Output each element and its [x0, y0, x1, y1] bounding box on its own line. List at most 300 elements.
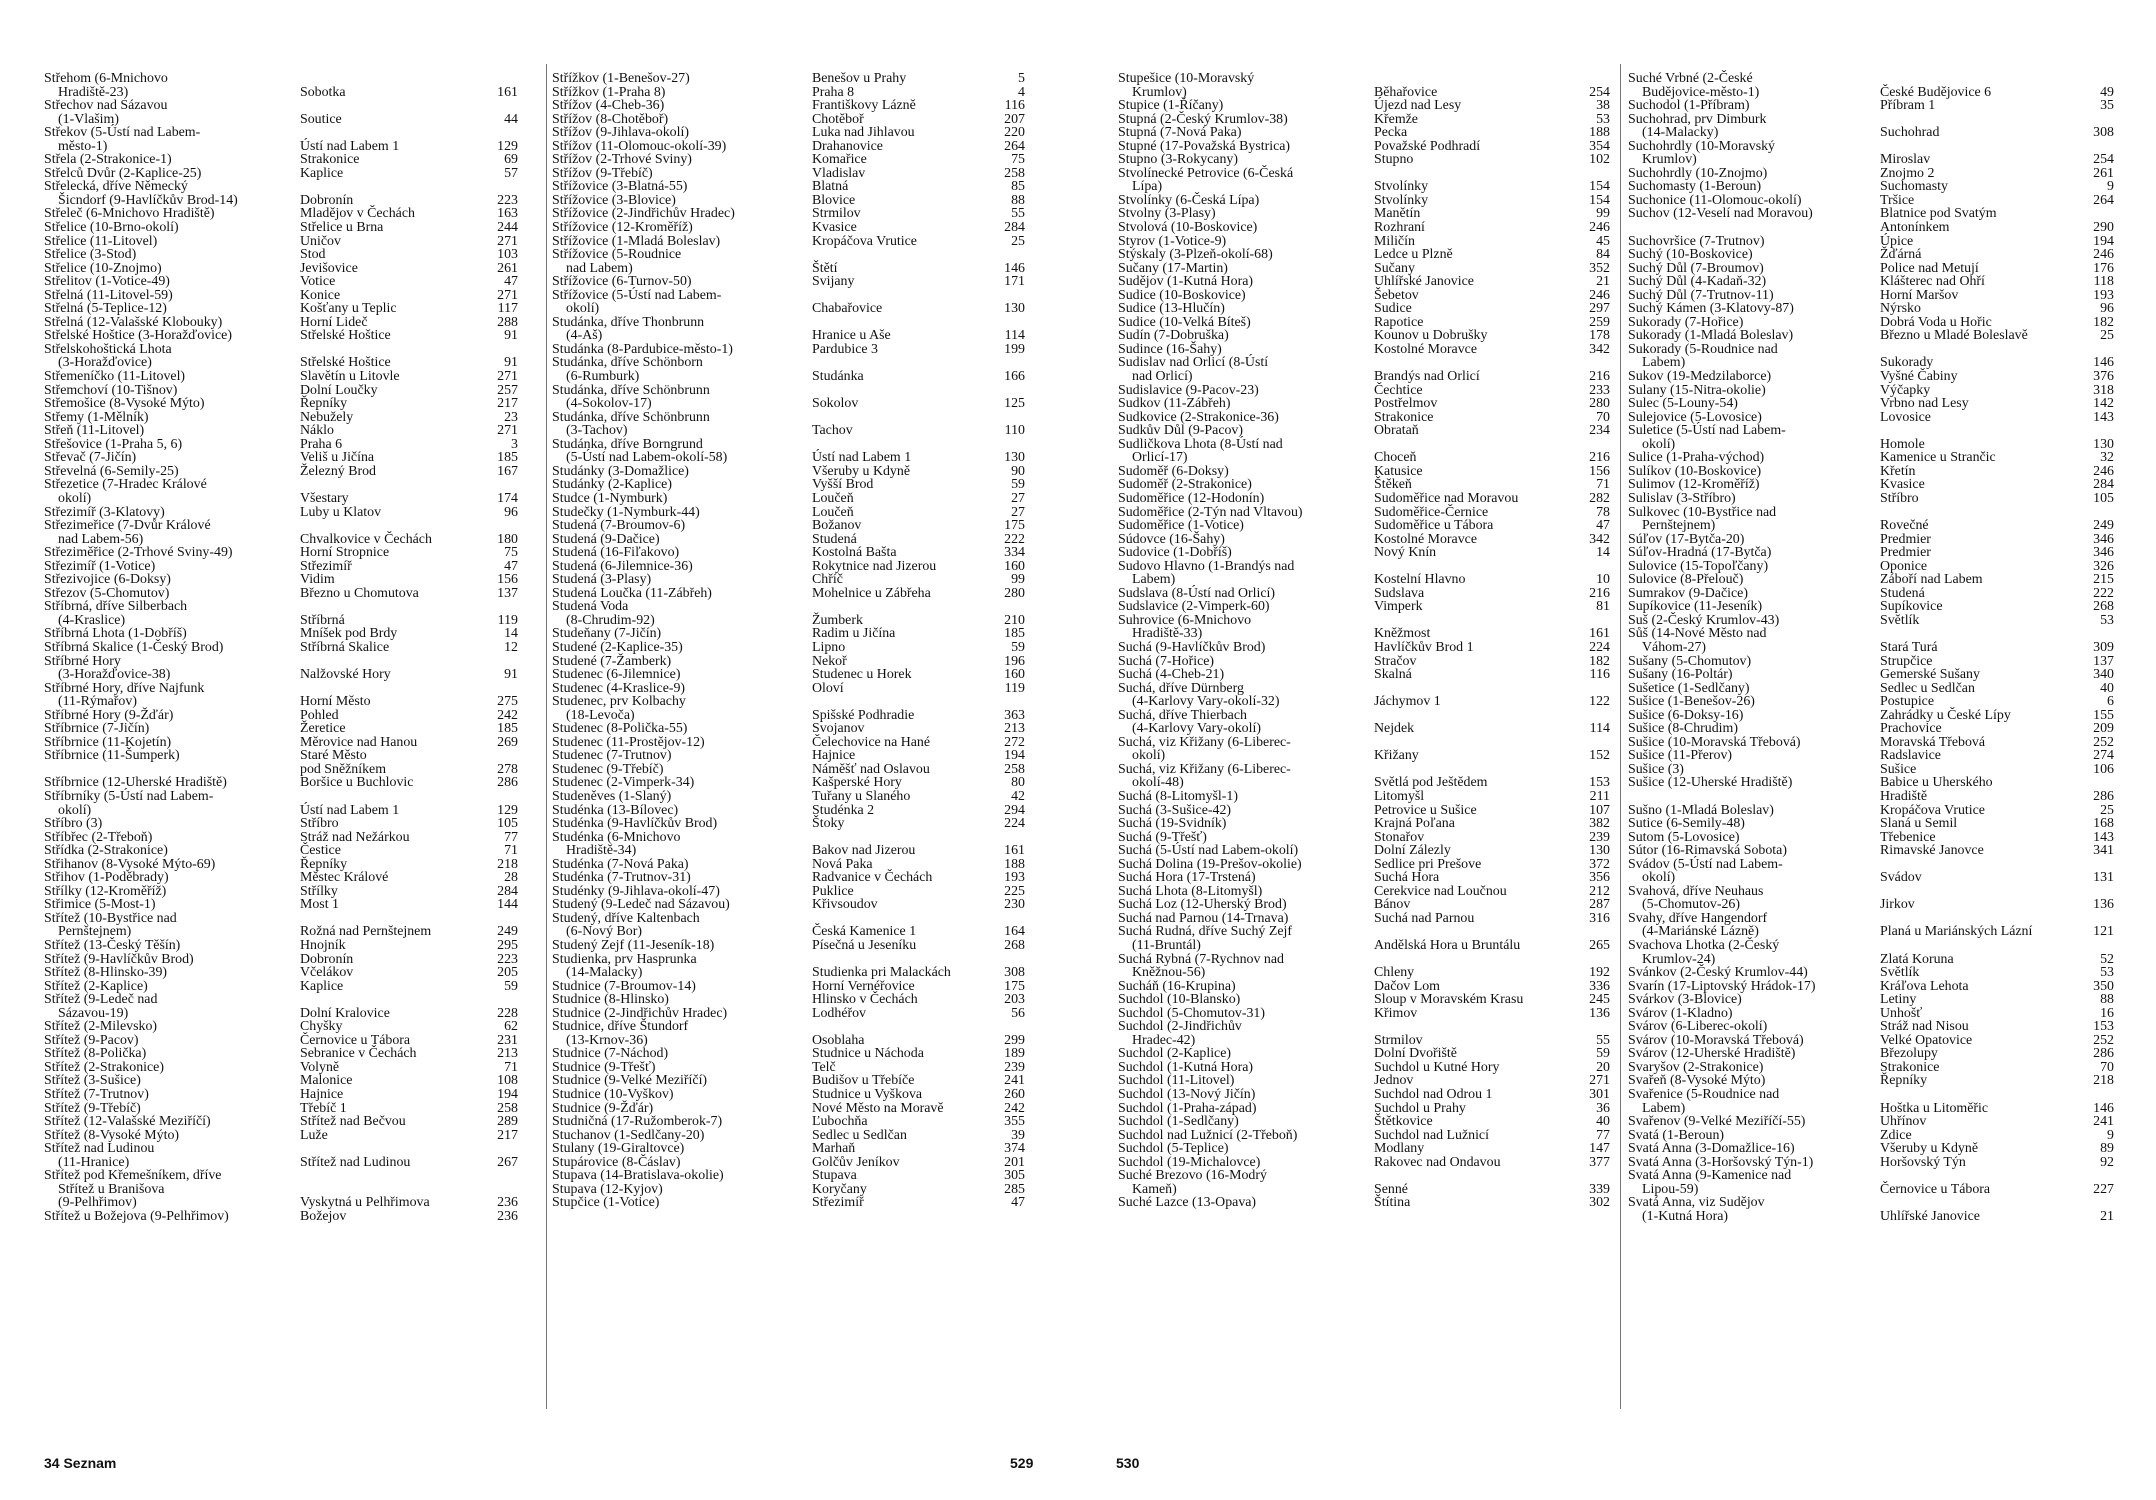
page-reference: 161	[1004, 843, 1025, 859]
place-name: (3-Horažďovice)	[58, 355, 152, 371]
place-name: Střezimeřice (7-Dvůr Králové	[44, 518, 211, 534]
place-name: Střížov (9-Jihlava-okolí)	[552, 125, 689, 141]
page-reference: 242	[1004, 1100, 1025, 1116]
place-name: Sudoměř (6-Doksy)	[1118, 463, 1229, 479]
index-entry	[1118, 167, 1610, 181]
place-name: Suletice (5-Ústí nad Labem-	[1628, 423, 1786, 439]
post-office: Sedlec u Sedlčan	[1880, 680, 1975, 696]
place-name: Sulany (15-Nitra-okolie)	[1628, 382, 1766, 398]
page-reference: 216	[1589, 585, 1610, 601]
index-entry	[44, 1102, 518, 1116]
index-entry	[1628, 465, 2114, 479]
index-entry	[1628, 235, 2114, 249]
page-reference: 91	[504, 328, 518, 344]
index-entry	[44, 126, 518, 140]
page-reference: 284	[497, 883, 518, 899]
index-entry	[1118, 478, 1610, 492]
index-entry	[552, 925, 1025, 939]
index-entry	[552, 858, 1025, 872]
place-name: Střeleč (6-Mnichovo Hradiště)	[44, 206, 215, 222]
place-name: Sudkův Důl (9-Pacov)	[1118, 423, 1244, 439]
post-office: Praha 8	[812, 84, 855, 100]
index-entry	[44, 384, 518, 398]
place-name: Suchá (3-Sušice-42)	[1118, 802, 1232, 818]
index-entry	[552, 1074, 1025, 1088]
post-office: Jevišovice	[300, 260, 358, 276]
index-entry	[1118, 722, 1610, 736]
page-reference: 125	[1004, 396, 1025, 412]
place-name: Krumlov)	[1132, 84, 1187, 100]
index-entry	[1118, 1020, 1610, 1034]
place-name: Sušice (1-Benešov-26)	[1628, 694, 1755, 710]
page-reference: 25	[2100, 328, 2114, 344]
place-name: okolí)	[566, 301, 600, 317]
index-entry	[44, 1007, 518, 1021]
place-name: Svaryšov (2-Strakonice)	[1628, 1059, 1764, 1075]
place-name: Střížov (2-Trhové Sviny)	[552, 152, 692, 168]
index-entry	[552, 465, 1025, 479]
page-reference: 318	[2093, 382, 2114, 398]
index-entry	[1628, 817, 2114, 831]
place-name: Střížkov (1-Praha 8)	[552, 84, 666, 100]
post-office: Puklice	[812, 883, 854, 899]
post-office: Žeretice	[300, 721, 346, 737]
page-reference: 110	[1004, 423, 1025, 439]
index-entry	[1628, 1102, 2114, 1116]
place-name: Suché Brezovo (16-Modrý	[1118, 1168, 1267, 1184]
index-entry	[1118, 804, 1610, 818]
place-name: Studnice, dříve Štundorf	[552, 1019, 689, 1035]
post-office: Strmilov	[1374, 1032, 1423, 1048]
page-reference: 230	[1004, 897, 1025, 913]
place-name: Šicndorf (9-Havlíčkův Brod-14)	[58, 192, 238, 208]
page-reference: 203	[1004, 992, 1025, 1008]
post-office: Hradiště	[1880, 788, 1928, 804]
place-name: Střítež pod Křemešníkem, dříve	[44, 1168, 222, 1184]
index-entry	[1118, 262, 1610, 276]
index-entry	[44, 411, 518, 425]
place-name: (11-Rýmařov)	[58, 694, 137, 710]
place-name: Studené (7-Žamberk)	[552, 653, 672, 669]
index-entry	[1118, 316, 1610, 330]
post-office: Strakonice	[1880, 1059, 1940, 1075]
page-reference: 185	[497, 450, 518, 466]
page-reference: 96	[2100, 301, 2114, 317]
page-reference: 130	[1004, 301, 1025, 317]
page-reference: 339	[1589, 1181, 1610, 1197]
page-reference: 258	[1004, 761, 1025, 777]
post-office: Božejov	[300, 1208, 347, 1224]
post-office: Planá u Mariánských Lázní	[1880, 924, 2033, 940]
index-entry	[1628, 180, 2114, 194]
post-office: Černovice u Tábora	[1880, 1181, 1991, 1197]
index-entry	[552, 600, 1025, 614]
place-name: Střížovice (2-Jindřichův Hradec)	[552, 206, 735, 222]
index-entry	[552, 221, 1025, 235]
page-reference: 234	[1589, 423, 1610, 439]
post-office: Radim u Jičína	[812, 626, 896, 642]
place-name: Sušetice (1-Sedlčany)	[1628, 680, 1750, 696]
place-name: Studénka (9-Havlíčkův Brod)	[552, 816, 718, 832]
place-name: Labem)	[1642, 1100, 1686, 1116]
post-office: Nebužely	[300, 409, 354, 425]
index-entry	[552, 912, 1025, 926]
page-reference: 205	[497, 965, 518, 981]
index-entry	[1628, 722, 2114, 736]
index-entry	[1118, 776, 1610, 790]
post-office: Jáchymov 1	[1374, 694, 1441, 710]
page-reference: 374	[1004, 1141, 1025, 1157]
place-name: Střítež (2-Strakonice)	[44, 1059, 164, 1075]
index-entry	[1118, 560, 1610, 574]
index-entry	[44, 1074, 518, 1088]
index-entry	[44, 858, 518, 872]
page-reference: 188	[1004, 856, 1025, 872]
page-reference: 216	[1589, 369, 1610, 385]
index-entry	[44, 722, 518, 736]
page-reference: 167	[497, 463, 518, 479]
post-office: Spišské Podhradie	[812, 707, 915, 723]
index-entry	[1628, 1196, 2114, 1210]
post-office: Cerekvice nad Loučnou	[1374, 883, 1507, 899]
post-office: Křetín	[1880, 463, 1916, 479]
index-entry	[552, 1034, 1025, 1048]
index-entry	[1628, 194, 2114, 208]
place-name: Studénky (9-Jihlava-okolí-47)	[552, 883, 720, 899]
index-entry	[1118, 1074, 1610, 1088]
place-name: Sulovice (8-Přelouč)	[1628, 572, 1744, 588]
index-entry	[1628, 776, 2114, 790]
post-office: Hranice u Aše	[812, 328, 891, 344]
page-reference: 236	[497, 1208, 518, 1224]
place-name: Suchdol (10-Blansko)	[1118, 992, 1241, 1008]
index-entry	[44, 560, 518, 574]
post-office: Měrovice nad Hanou	[300, 734, 418, 750]
page-reference: 105	[497, 816, 518, 832]
place-name: (18-Levoča)	[566, 707, 635, 723]
index-entry	[1118, 627, 1610, 641]
place-name: Střítež (12-Valašské Meziříčí)	[44, 1114, 211, 1130]
place-name: Suchá, dříve Thierbach	[1118, 707, 1247, 723]
page-reference: 194	[497, 1087, 518, 1103]
index-entry	[44, 1183, 518, 1197]
post-office: Chvalkovice v Čechách	[300, 531, 432, 547]
page-reference: 160	[1004, 667, 1025, 683]
place-name: Studnice (9-Velké Meziříčí)	[552, 1073, 708, 1089]
index-entry	[1118, 411, 1610, 425]
page-reference: 119	[1004, 680, 1025, 696]
index-entry	[1628, 1115, 2114, 1129]
index-entry	[44, 72, 518, 86]
page-reference: 130	[1589, 843, 1610, 859]
index-entry	[1628, 356, 2114, 370]
post-office: Miroslav	[1880, 152, 1931, 168]
index-entry	[1118, 140, 1610, 154]
place-name: Stupná (2-Český Krumlov-38)	[1118, 111, 1288, 127]
post-office: Manětín	[1374, 206, 1421, 222]
place-name: Střítež u Božejova (9-Pelhřimov)	[44, 1208, 229, 1224]
place-name: Stuchanov (1-Sedlčany-20)	[552, 1127, 705, 1143]
place-name: (14-Malacky)	[1642, 125, 1719, 141]
place-name: Střílky (12-Kroměříž)	[44, 883, 167, 899]
post-office: Kněžmost	[1374, 626, 1431, 642]
page-reference: 59	[504, 978, 518, 994]
place-name: Suchá, viz Křižany (6-Liberec-	[1118, 761, 1291, 777]
place-name: Střítež (9-Ledeč nad	[44, 992, 158, 1008]
index-entry	[552, 804, 1025, 818]
page-reference: 216	[1589, 450, 1610, 466]
index-entry	[1118, 438, 1610, 452]
place-name: město-1)	[58, 138, 108, 154]
place-name: Střítež (3-Sušice)	[44, 1073, 141, 1089]
place-name: Sudslava (8-Ústí nad Orlicí)	[1118, 585, 1276, 601]
place-name: Střezivojice (6-Doksy)	[44, 572, 171, 588]
place-name: Stupice (1-Říčany)	[1118, 98, 1224, 114]
place-name: Sušany (5-Chomutov)	[1628, 653, 1752, 669]
place-name: Střimice (5-Most-1)	[44, 897, 156, 913]
index-entry	[44, 506, 518, 520]
index-entry	[1118, 912, 1610, 926]
page-reference: 382	[1589, 816, 1610, 832]
place-name: Svárov (12-Uherské Hradiště)	[1628, 1046, 1796, 1062]
place-name: Střezetice (7-Hradec Králové	[44, 477, 207, 493]
post-office: Studánka	[812, 369, 864, 385]
index-entry	[1628, 1142, 2114, 1156]
index-entry	[552, 207, 1025, 221]
index-entry	[1628, 1061, 2114, 1075]
place-name: okolí)	[58, 490, 92, 506]
post-office: Křemže	[1374, 111, 1418, 127]
place-name: Stupava (14-Bratislava-okolie)	[552, 1168, 724, 1184]
post-office: Postupice	[1880, 694, 1935, 710]
page-reference: 44	[504, 111, 518, 127]
index-entry	[1118, 817, 1610, 831]
post-office: Predmier	[1880, 531, 1931, 547]
index-entry	[1118, 858, 1610, 872]
index-entry	[1118, 126, 1610, 140]
page-reference: 287	[1589, 897, 1610, 913]
place-name: Studená Voda	[552, 599, 629, 615]
index-entry	[1628, 262, 2114, 276]
index-entry	[552, 1196, 1025, 1210]
place-name: Stříbrnice (11-Kojetín)	[44, 734, 172, 750]
post-office: Horní Lideč	[300, 314, 368, 330]
place-name: Suchá (9-Třešť)	[1118, 829, 1207, 845]
index-entry	[44, 465, 518, 479]
post-office: Svádov	[1880, 870, 1922, 886]
page-reference: 174	[497, 490, 518, 506]
index-entry	[1118, 641, 1610, 655]
place-name: Střítež (8-Hlinsko-39)	[44, 965, 168, 981]
post-office: Božanov	[812, 518, 862, 534]
page-reference: 282	[1589, 490, 1610, 506]
place-name: Sudličkova Lhota (8-Ústí nad	[1118, 436, 1283, 452]
index-entry	[1118, 99, 1610, 113]
place-name: Střížovice (5-Ústí nad Labem-	[552, 287, 722, 303]
place-name: Střížovice (6-Turnov-50)	[552, 274, 692, 290]
index-entry	[1118, 370, 1610, 384]
place-name: (4-Aš)	[566, 328, 603, 344]
index-entry	[1628, 1210, 2114, 1224]
index-entry	[552, 1156, 1025, 1170]
post-office: Vladislav	[812, 165, 866, 181]
post-office: Písečná u Jeseníku	[812, 938, 917, 953]
index-entry	[44, 478, 518, 492]
place-name: Střížovice (5-Roudnice	[552, 247, 682, 263]
page-reference: 71	[504, 843, 518, 859]
place-name: Sulec (5-Louny-54)	[1628, 396, 1738, 412]
post-office: Sebranice v Čechách	[300, 1046, 417, 1062]
page-reference: 23	[504, 409, 518, 425]
page-reference: 254	[2093, 152, 2114, 168]
place-name: Střehom (6-Mnichovo	[44, 71, 168, 86]
page-reference: 142	[2093, 396, 2114, 412]
index-entry	[44, 86, 518, 100]
place-name: Studená (16-Fiľakovo)	[552, 545, 680, 561]
index-entry	[1118, 749, 1610, 763]
post-office: Strupčice	[1880, 653, 1933, 669]
page-reference: 342	[1589, 531, 1610, 547]
post-office: Stráž nad Nežárkou	[300, 829, 410, 845]
place-name: Svánkov (2-Český Krumlov-44)	[1628, 965, 1808, 981]
post-office: Stvolínky	[1374, 179, 1429, 195]
index-entry	[1118, 492, 1610, 506]
place-name: Súdovce (16-Šahy)	[1118, 531, 1225, 547]
post-office: České Budějovice 6	[1880, 84, 1992, 100]
place-name: Labem)	[1132, 572, 1176, 588]
place-name: Střítež (2-Kaplice)	[44, 978, 148, 994]
place-name: Suchdol (13-Nový Jičín)	[1118, 1087, 1256, 1103]
place-name: Sulovice (15-Topoľčany)	[1628, 558, 1769, 574]
index-entry	[1628, 451, 2114, 465]
post-office: Strmilov	[812, 206, 861, 222]
post-office: Nový Knín	[1374, 545, 1437, 561]
index-entry	[1628, 438, 2114, 452]
page-reference: 102	[1589, 152, 1610, 168]
post-office: Pardubice 3	[812, 341, 878, 357]
index-entry	[1118, 939, 1610, 953]
column-divider	[546, 64, 547, 1409]
post-office: Všeruby u Kdyně	[812, 463, 910, 479]
index-entry	[1628, 790, 2114, 804]
index-entry	[44, 966, 518, 980]
place-name: Studený Zejf (11-Jeseník-18)	[552, 938, 715, 953]
page-reference: 116	[1004, 98, 1025, 114]
post-office: Chleny	[1374, 965, 1415, 981]
page-reference: 136	[1589, 1005, 1610, 1021]
place-name: (14-Malacky)	[566, 965, 643, 981]
index-entry	[552, 113, 1025, 127]
index-entry	[1628, 993, 2114, 1007]
place-name: Studnice (2-Jindřichův Hradec)	[552, 1005, 728, 1021]
post-office: Uhlířské Janovice	[1374, 274, 1474, 290]
place-name: Hradec-42)	[1132, 1032, 1196, 1048]
post-office: Šebetov	[1374, 287, 1419, 303]
post-office: Tršice	[1880, 192, 1915, 208]
post-office: Volyně	[300, 1059, 340, 1075]
place-name: (11-Bruntál)	[1132, 938, 1201, 953]
post-office: Chříč	[812, 572, 843, 588]
page-reference: 264	[2093, 192, 2114, 208]
place-name: Střížov (9-Třebíč)	[552, 165, 653, 181]
index-entry	[44, 153, 518, 167]
index-entry	[1628, 939, 2114, 953]
place-name: (6-Rumburk)	[566, 369, 640, 385]
page-reference: 377	[1589, 1154, 1610, 1170]
place-name: Studánka, dříve Schönbrunn	[552, 409, 710, 425]
page-reference: 294	[1004, 802, 1025, 818]
index-entry	[44, 397, 518, 411]
place-name: Studenec (6-Jilemnice)	[552, 667, 681, 683]
index-entry	[552, 817, 1025, 831]
place-name: Střešovice (1-Praha 5, 6)	[44, 436, 183, 452]
place-name: Sulimov (12-Kroměříž)	[1628, 477, 1760, 493]
index-entry	[44, 316, 518, 330]
page-reference: 53	[1596, 111, 1610, 127]
place-name: Studenec (2-Vimperk-34)	[552, 775, 695, 791]
place-name: Hradiště-23)	[58, 84, 129, 100]
post-office: Suchdol nad Odrou 1	[1374, 1087, 1493, 1103]
place-name: Budějovice-město-1)	[1642, 84, 1760, 100]
page-reference: 267	[497, 1154, 518, 1170]
post-office: Nalžovské Hory	[300, 667, 391, 683]
index-entry	[1628, 1183, 2114, 1197]
index-entry	[1628, 99, 2114, 113]
post-office: Benešov u Prahy	[812, 71, 907, 86]
page-reference: 25	[1011, 233, 1025, 249]
page-reference: 213	[1004, 721, 1025, 737]
index-entry	[552, 451, 1025, 465]
index-entry	[552, 722, 1025, 736]
place-name: Studená (9-Dačice)	[552, 531, 660, 547]
page-reference: 143	[2093, 829, 2114, 845]
place-name: Sudislav nad Orlicí (8-Ústí	[1118, 355, 1269, 371]
place-name: Studánky (3-Domažlice)	[552, 463, 689, 479]
post-office: Stod	[300, 247, 326, 263]
post-office: Litomyšl	[1374, 788, 1425, 804]
place-name: Stulany (19-Giraltovce)	[552, 1141, 685, 1157]
index-entry	[1118, 289, 1610, 303]
post-office: Štoky	[812, 816, 845, 832]
index-entry	[1628, 804, 2114, 818]
page-reference: 146	[2093, 1100, 2114, 1116]
page-reference: 27	[1011, 490, 1025, 506]
index-entry	[1118, 1169, 1610, 1183]
page-reference: 210	[1004, 612, 1025, 628]
place-name: Hradiště-34)	[566, 843, 637, 859]
place-name: Pernštejnem)	[58, 924, 132, 940]
post-office: Dobronín	[300, 192, 354, 208]
page-reference: 49	[2100, 84, 2114, 100]
place-name: Střelitov (1-Votice-49)	[44, 274, 170, 290]
place-name: Studénka (13-Bílovec)	[552, 802, 679, 818]
index-entry	[1628, 316, 2114, 330]
post-office: Sudslava	[1374, 585, 1425, 601]
page-reference: 285	[1004, 1181, 1025, 1197]
index-entry	[552, 709, 1025, 723]
place-name: Sudice (10-Velká Bíteš)	[1118, 314, 1251, 330]
place-name: Studená (3-Plasy)	[552, 572, 652, 588]
page-reference: 215	[2093, 572, 2114, 588]
post-office: pod Sněžníkem	[300, 761, 387, 777]
place-name: Suchá Rudná, dříve Suchý Zejf	[1118, 924, 1292, 940]
page-reference: 144	[497, 897, 518, 913]
post-office: Čelechovice na Hané	[812, 734, 931, 750]
page-reference: 352	[1589, 260, 1610, 276]
place-name: Suchohrad, prv Dimburk	[1628, 111, 1767, 127]
page-reference: 103	[497, 247, 518, 263]
place-name: Suchdol (2-Jindřichův	[1118, 1019, 1242, 1035]
